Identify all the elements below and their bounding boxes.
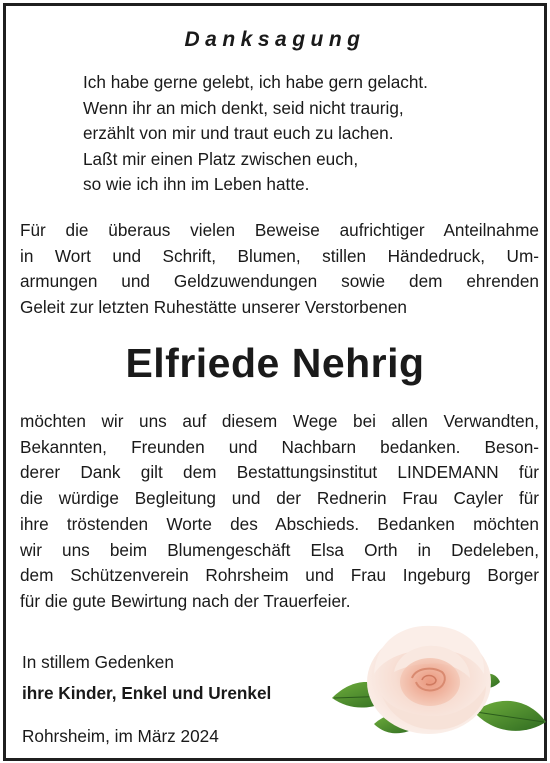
paragraph-line: in Wort und Schrift, Blumen, stillen Händedruck, Um- [20,245,539,266]
notice-title: Danksagung [184,28,366,51]
poem-verse [83,70,428,198]
paragraph-line: derer Dank gilt dem Bestattungsinstitut LINDEMANN für [20,462,539,483]
paragraph-line: Geleit zur letzten Ruhestätte unserer Verstorbenen [20,297,407,318]
paragraph-line: möchten wir uns auf diesem Wege bei allen Verwandten, [20,411,539,431]
deceased-name: Elfriede Nehrig [125,340,425,386]
paragraph-line: dem Schützenverein Rohrsheim und Frau Ingeburg Borger [20,565,539,586]
obituary-notice [3,3,547,761]
poem-line: Ich habe gerne gelebt, ich habe gern gelacht. [83,72,428,92]
rose-icon [324,612,550,747]
paragraph-line: wir uns beim Blumengeschäft Elsa Orth in Dedeleben, [20,539,539,560]
thanks-paragraph-main [20,409,539,615]
paragraph-line: für die gute Bewirtung nach der Trauerfeier. [20,590,351,611]
poem-line: erzählt von mir und traut euch zu lachen. [83,123,394,144]
thanks-paragraph-intro [20,218,539,321]
paragraph-line: armungen und Geldzuwendungen sowie dem ehrenden [20,271,539,292]
poem-line: Laßt mir einen Platz zwischen euch, [83,148,359,169]
poem-line: Wenn ihr an mich denkt, seid nicht traurig, [83,97,404,118]
paragraph-line: Für die überaus vielen Beweise aufrichtiger Anteilnahme [20,220,539,240]
signatories: ihre Kinder, Enkel und Urenkel [22,683,272,703]
paragraph-line: die würdige Begleitung und der Rednerin Frau Cayler für [20,488,539,509]
closing-line: In stillem Gedenken [22,652,174,672]
paragraph-line: Bekannten, Freunden und Nachbarn bedanken. Beson- [20,436,539,457]
poem-line: so wie ich ihn im Leben hatte. [83,174,310,195]
place-date: Rohrsheim, im März 2024 [22,726,219,746]
paragraph-line: ihre tröstenden Worte des Abschieds. Bedanken möchten [20,513,539,534]
